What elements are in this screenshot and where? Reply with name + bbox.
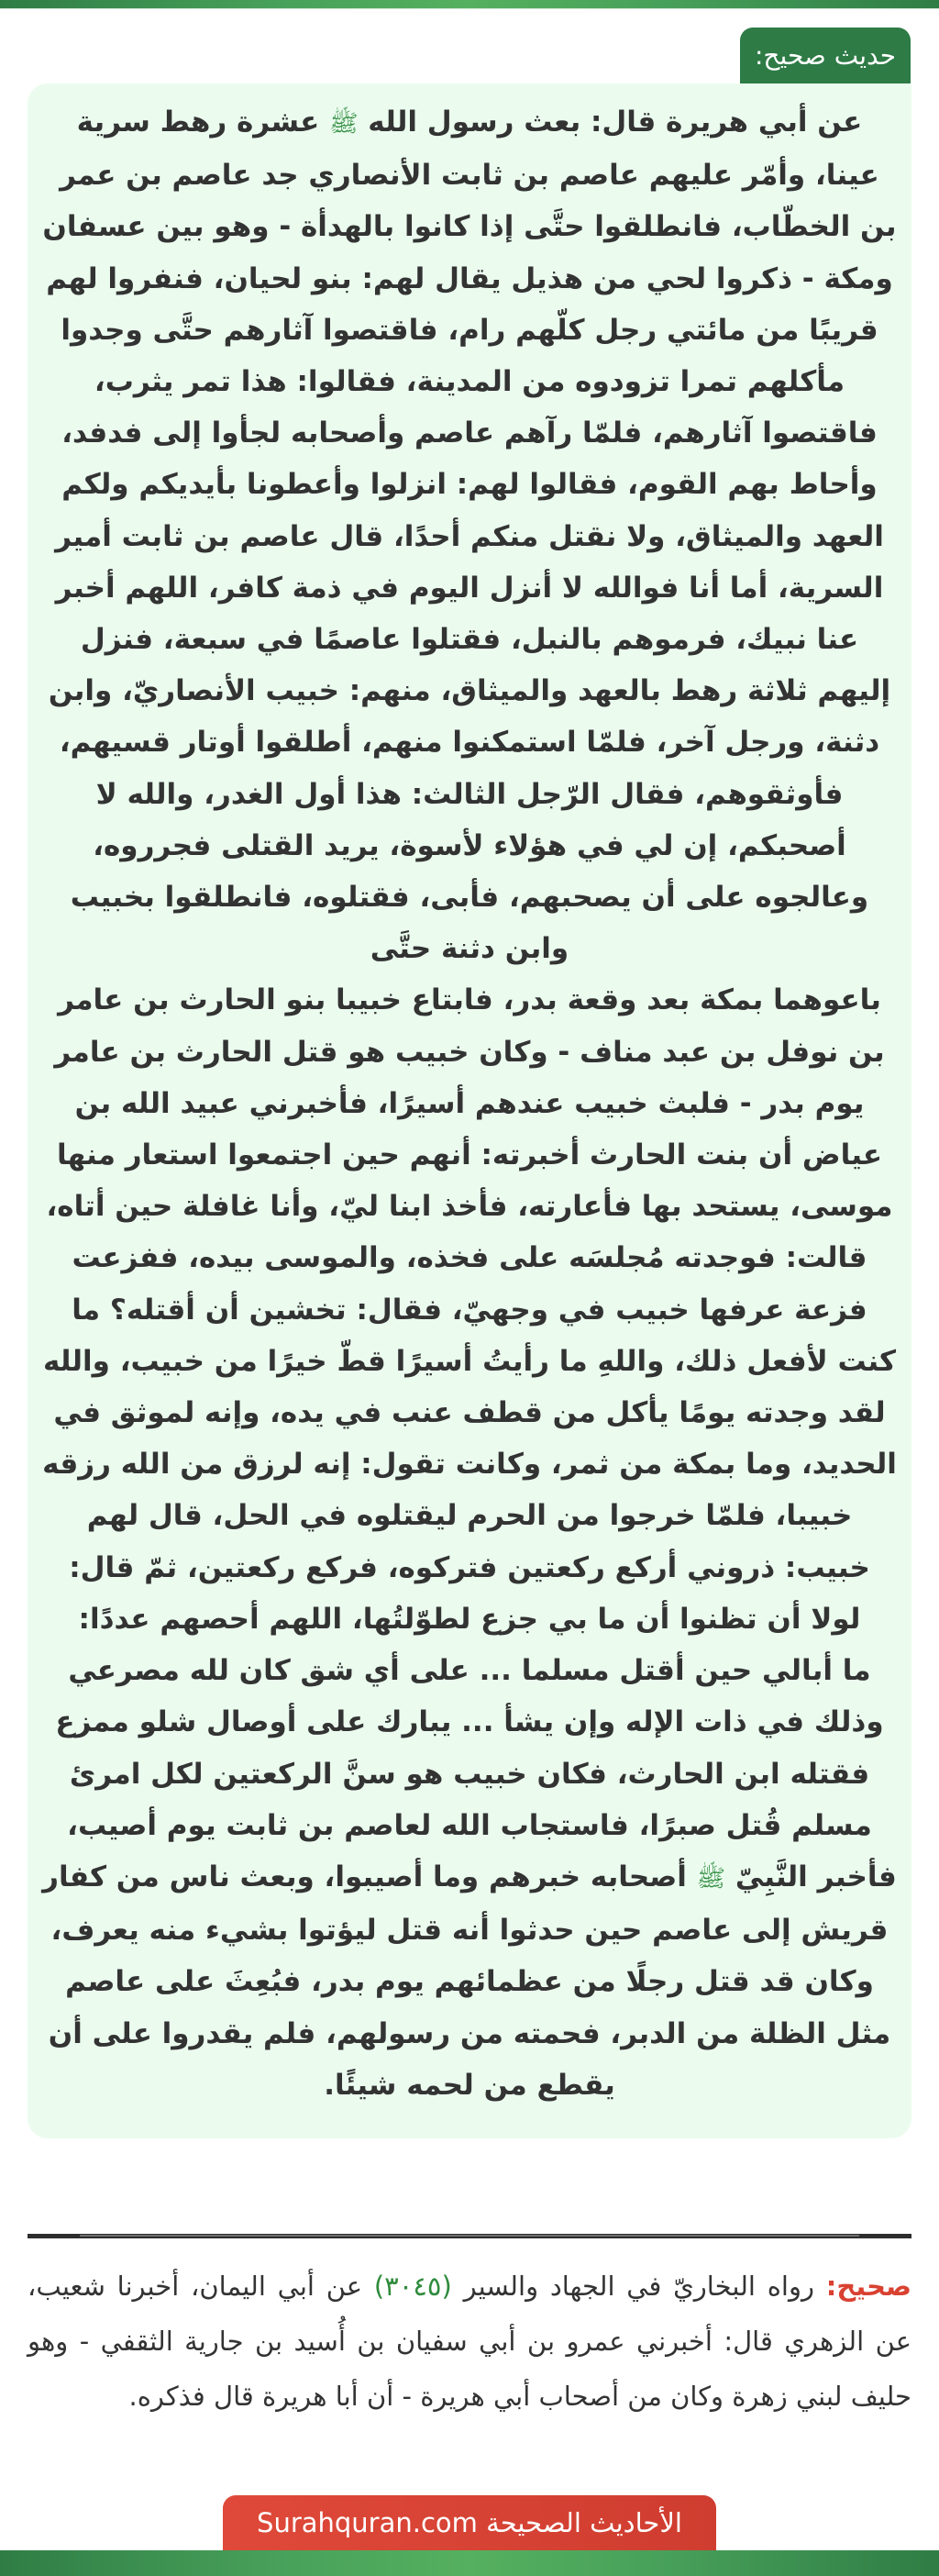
source-reference-number: (٣٠٤٥) xyxy=(373,2271,452,2302)
top-decorative-bar xyxy=(0,0,939,8)
source-grade-label: صحيح: xyxy=(825,2271,912,2302)
bottom-decorative-bar xyxy=(0,2550,939,2576)
source-text-before-ref: رواه البخاريّ في الجهاد والسير xyxy=(463,2271,814,2302)
hadith-grade-header xyxy=(740,28,911,83)
hadith-grade-header-label: حديث صحيح: xyxy=(755,40,896,71)
salawat-icon: ﷺ xyxy=(329,110,359,138)
salawat-icon: ﷺ xyxy=(696,1864,726,1893)
hadith-paragraph-3: ما أبالي حين أقتل مسلما ... على أي شق كان لله مصرعي وذلك في ذات الإله وإن يشأ ... يبارك على أوصال شلو ممزع فقتله ابن الحارث، فكان خبيب هو سنَّ الركعتين لكل امرئ مسلم قُتل صبرًا، فاستجاب الله لعاصم بن ثابت يوم أصيب، فأخبر النَّبِيّ ﷺ أصحابه خبرهم وما أصيبوا، وبعث ناس من كفار قريش إلى عاصم حين حدثوا أنه قتل ليؤتوا بشيء منه يعرف، وكان قد قتل رجلًا من عظمائهم يوم بدر، فبُعِثَ على عاصم مثل الظلة من الدبر، فحمته من رسولهم، فلم يقدروا على أن يقطع من لحمه شيئًا. xyxy=(42,1654,897,2102)
hadith-paragraph-1: عن أبي هريرة قال: بعث رسول الله ﷺ عشرة رهط سرية عينا، وأمّر عليهم عاصم بن ثابت الأنصاري جد عاصم بن عمر بن الخطّاب، فانطلقوا حتَّى إذا كانوا بالهدأة - وهو بين عسفان ومكة - ذكروا لحي من هذيل يقال لهم: بنو لحيان، فنفروا لهم قريبًا من مائتي رجل كلّهم رام، فاقتصوا آثارهم حتَّى وجدوا مأكلهم تمرا تزودوه من المدينة، فقالوا: هذا تمر يثرب، فاقتصوا آثارهم، فلمّا رآهم عاصم وأصحابه لجأوا إلى فدفد، وأحاط بهم القوم، فقالوا لهم: انزلوا وأعطونا بأيديكم ولكم العهد والميثاق، ولا نقتل منكم أحدًا، قال عاصم بن ثابت أمير السرية، أما أنا فوالله لا أنزل اليوم في ذمة كافر، اللهم أخبر عنا نبيك، فرموهم بالنبل، فقتلوا عاصمًا في سبعة، فنزل إليهم ثلاثة رهط بالعهد والميثاق، منهم: خبيب الأنصاريّ، وابن دثنة، ورجل آخر، فلمّا استمكنوا منهم، أطلقوا أوتار قسيهم، فأوثقوهم، فقال الرّجل الثالث: هذا أول الغدر، والله لا أصحبكم، إن لي في هؤلاء لأسوة، يريد القتلى فجرروه، وعالجوه على أن يصحبهم، فأبى، فقتلوه، فانطلقوا بخبيب وابن دثنة حتَّى xyxy=(42,105,897,966)
hadith-source-citation xyxy=(28,2259,911,2424)
section-divider xyxy=(28,2234,911,2238)
hadith-text-box xyxy=(28,83,911,2138)
site-badge[interactable] xyxy=(223,2495,716,2550)
source-text-after-ref: عن أبي اليمان، أخبرنا شعيب، عن الزهري قال: أخبرني عمرو بن أبي سفيان بن أُسيد بن جارية الثقفي - وهو حليف لبني زهرة وكان من أصحاب أبي هريرة - أن أبا هريرة قال فذكره. xyxy=(28,2271,911,2412)
hadith-paragraph-2: باعوهما بمكة بعد وقعة بدر، فابتاع خبيبا بنو الحارث بن عامر بن نوفل بن عبد مناف - وكان خبيب هو قتل الحارث بن عامر يوم بدر - فلبث خبيب عندهم أسيرًا، فأخبرني عبيد الله بن عياض أن بنت الحارث أخبرته: أنهم حين اجتمعوا استعار منها موسى، يستحد بها فأعارته، فأخذ ابنا ليّ، وأنا غافلة حين أتاه، قالت: فوجدته مُجلسَه على فخذه، والموسى بيده، ففزعت فزعة عرفها خبيب في وجهيّ، فقال: تخشين أن أقتله؟ ما كنت لأفعل ذلك، واللهِ ما رأيتُ أسيرًا قطّ خيرًا من خبيب، والله لقد وجدته يومًا يأكل من قطف عنب في يده، وإنه لموثق في الحديد، وما بمكة من ثمر، وكانت تقول: إنه لرزق من الله رزقه خبيبا، فلمّا خرجوا من الحرم ليقتلوه في الحل، قال لهم خبيب: ذروني أركع ركعتين فتركوه، فركع ركعتين، ثمّ قال: لولا أن تظنوا أن ما بي جزع لطوّلتُها، اللهم أحصهم عددًا: xyxy=(42,983,897,1636)
site-badge-label: الأحاديث الصحيحة Surahquran.com xyxy=(257,2507,682,2538)
